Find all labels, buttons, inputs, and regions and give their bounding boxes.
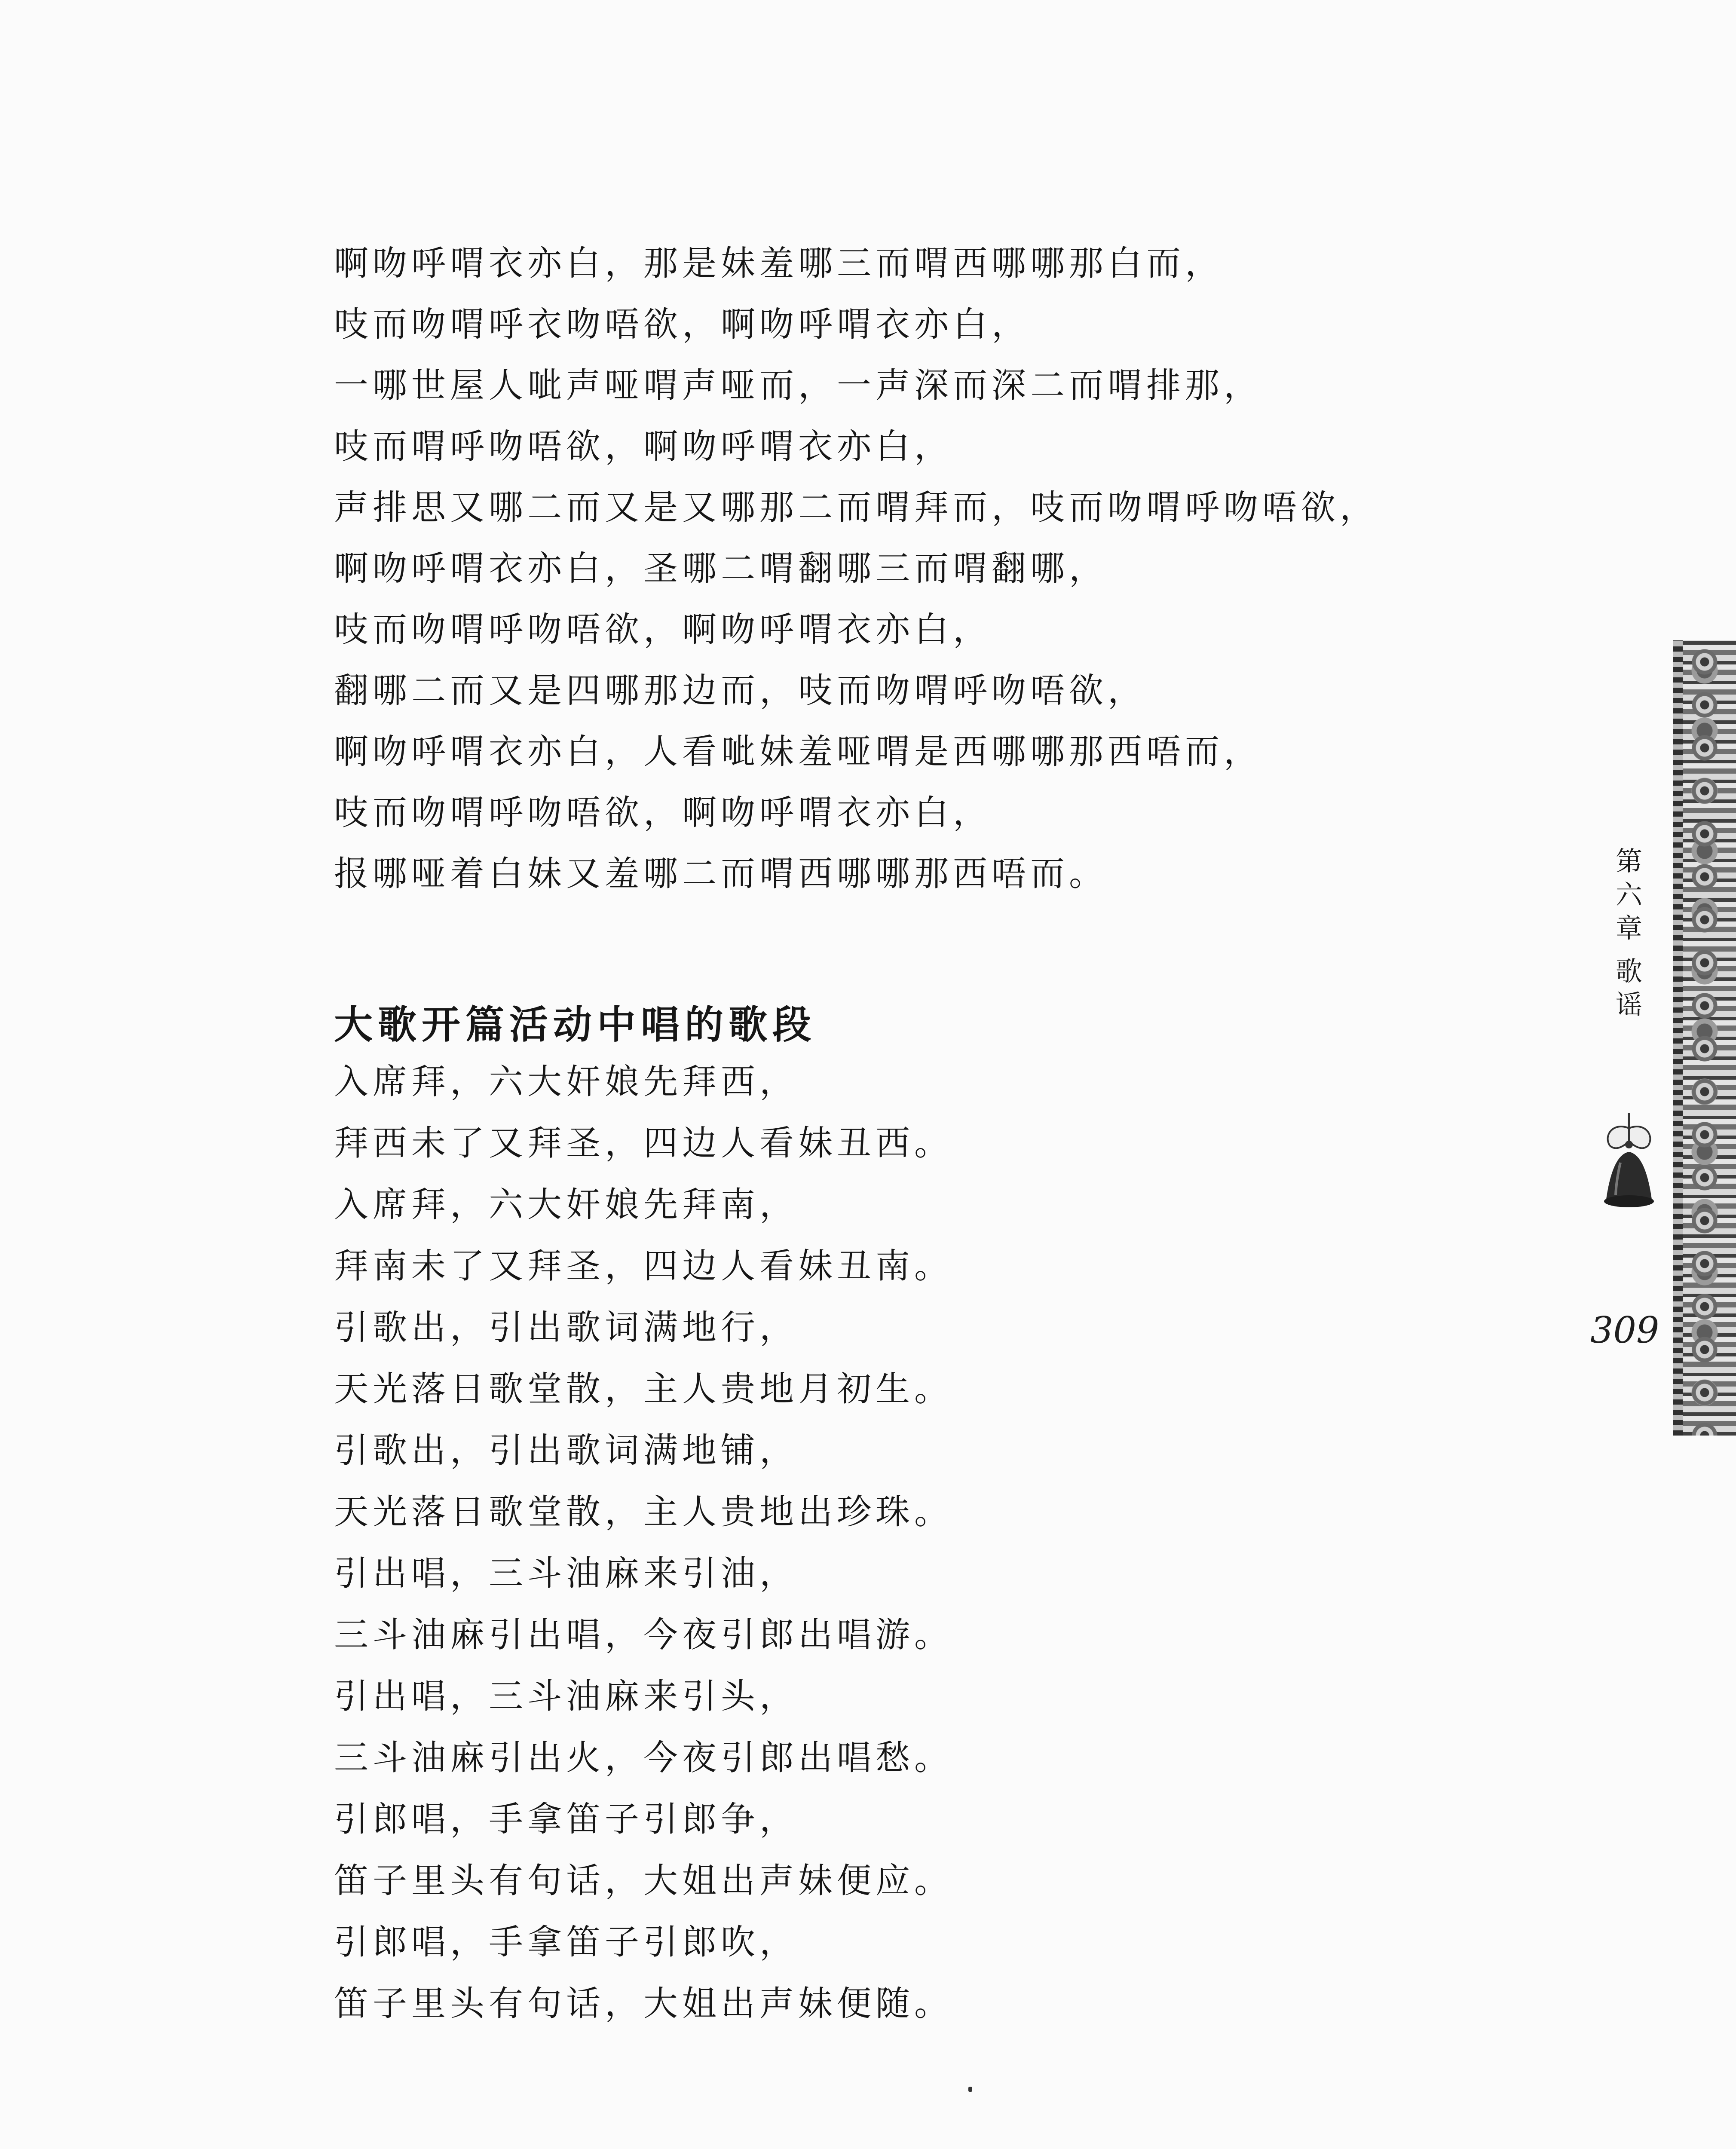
- section-heading: 大歌开篇活动中唱的歌段: [334, 1002, 816, 1047]
- verse-line: 入席拜，六大奸娘先拜南，: [334, 1185, 798, 1225]
- verse-line: 引郎唱，手拿笛子引郎争，: [334, 1799, 798, 1839]
- verse-line: 引出唱，三斗油麻来引头，: [334, 1676, 798, 1716]
- verse-line: 吱而吻喟呼吻唔欲，啊吻呼喟衣亦白，: [334, 609, 992, 649]
- bell-ornament-icon: [1597, 1111, 1661, 1218]
- verse-line: 啊吻呼喟衣亦白，圣哪二喟翻哪三而喟翻哪，: [334, 548, 1108, 588]
- verse-line: 一哪世屋人呲声哑喟声哑而，一声深而深二而喟排那，: [334, 365, 1262, 405]
- verse-line: 吱而喟呼吻唔欲，啊吻呼喟衣亦白，: [334, 426, 953, 466]
- verse-line: 翻哪二而又是四哪那边而，吱而吻喟呼吻唔欲，: [334, 670, 1146, 710]
- verse-line: 吱而吻喟呼吻唔欲，啊吻呼喟衣亦白，: [334, 793, 992, 833]
- running-head-char: 六: [1615, 879, 1642, 910]
- verse-line: 引郎唱，手拿笛子引郎吹，: [334, 1922, 798, 1962]
- verse-line: 报哪哑着白妹又羞哪二而喟西哪哪那西唔而。: [334, 854, 1108, 894]
- verse-line: 天光落日歌堂散，主人贵地月初生。: [334, 1369, 953, 1409]
- running-head: [1605, 845, 1653, 1022]
- verse-line: 笛子里头有句话，大姐出声妹便应。: [334, 1861, 953, 1901]
- verse-line: 引歌出，引出歌词满地行，: [334, 1307, 798, 1347]
- verse-line: 啊吻呼喟衣亦白，人看呲妹羞哑喟是西哪哪那西唔而，: [334, 732, 1262, 771]
- verse-line: 引歌出，引出歌词满地铺，: [334, 1430, 798, 1470]
- verse-line: 三斗油麻引出火，今夜引郎出唱愁。: [334, 1738, 953, 1778]
- decorative-edge-border: [1673, 640, 1736, 1436]
- running-head-char: 第: [1615, 845, 1642, 877]
- verse-line: 拜南未了又拜圣，四边人看妹丑南。: [334, 1246, 953, 1286]
- running-head-char: 谣: [1615, 989, 1642, 1020]
- verse-line: 啊吻呼喟衣亦白，那是妹羞哪三而喟西哪哪那白而，: [334, 243, 1224, 283]
- verse-line: 引出唱，三斗油麻来引油，: [334, 1553, 798, 1593]
- verse-line: 声排思又哪二而又是又哪那二而喟拜而，吱而吻喟呼吻唔欲，: [334, 487, 1378, 527]
- verse-line: 吱而吻喟呼衣吻唔欲，啊吻呼喟衣亦白，: [334, 304, 1030, 344]
- page-number: 309: [1590, 1309, 1659, 1351]
- verse-line: 三斗油麻引出唱，今夜引郎出唱游。: [334, 1615, 953, 1655]
- verse-line: 天光落日歌堂散，主人贵地出珍珠。: [334, 1492, 953, 1532]
- verse-line: 拜西未了又拜圣，四边人看妹丑西。: [334, 1123, 953, 1163]
- verse-line: 入席拜，六大奸娘先拜西，: [334, 1062, 798, 1102]
- running-head-char: 歌: [1615, 955, 1642, 987]
- verse-line: 笛子里头有句话，大姐出声妹便随。: [334, 1984, 953, 2023]
- running-head-char: 章: [1615, 912, 1642, 944]
- print-speck: [968, 2087, 972, 2092]
